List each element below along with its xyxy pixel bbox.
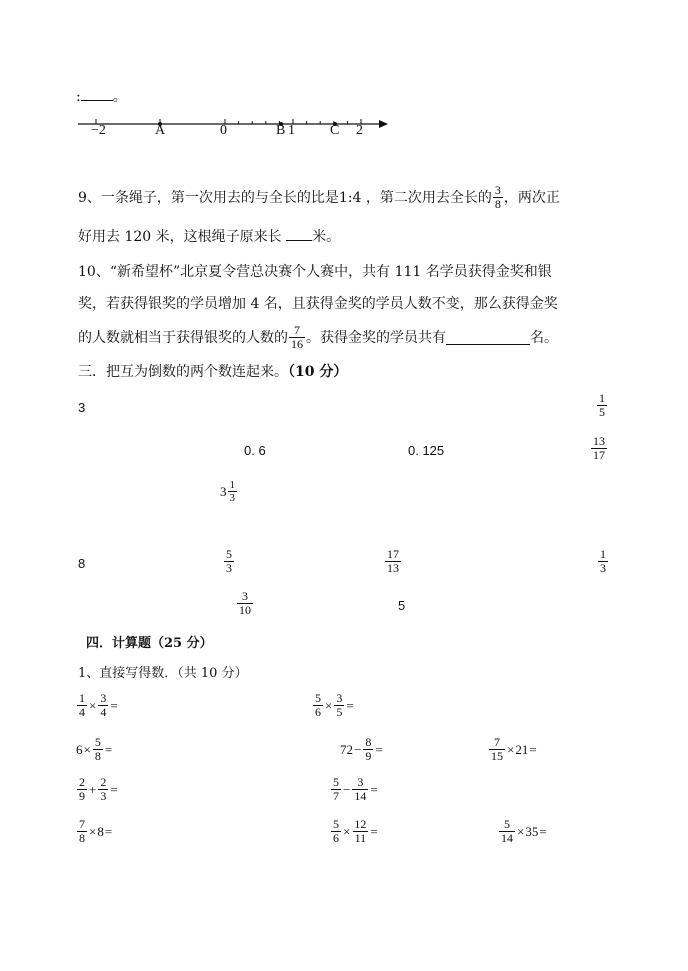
item-8[interactable]: 8 <box>78 556 86 571</box>
item-3[interactable]: 3 <box>78 400 86 415</box>
question-9-line-2: 好用去 120 米，这根绳子原来长 米。 <box>78 226 340 247</box>
number-line-label: B <box>276 123 286 138</box>
item-5-3[interactable]: $\frac{5}{3}$ <box>226 547 232 575</box>
item-1-3[interactable]: $\frac{1}{3}$ <box>600 547 606 575</box>
expression-5: $\frac{7}{15}$ × 21 = <box>491 735 537 763</box>
item-1-5[interactable]: $\frac{1}{5}$ <box>599 391 605 419</box>
expression-1: $\frac{1}{4}$ × $\frac{3}{4}$ = <box>79 691 118 719</box>
fraction: $\frac{3}{8}$ <box>494 183 501 211</box>
question-10-line-2: 奖，若获得银奖的学员增加 4 名，且获得金奖的学员人数不变，那么获得金奖 <box>78 296 558 312</box>
item-13-17[interactable]: $\frac{13}{17}$ <box>593 434 605 462</box>
item-17-13[interactable]: $\frac{17}{13}$ <box>387 547 399 575</box>
section-3-title: 三．把互为倒数的两个数连起来。（10 分） <box>78 364 348 380</box>
answer-blank[interactable] <box>446 330 530 345</box>
item-3-10[interactable]: $\frac{3}{10}$ <box>239 589 251 617</box>
number-line-labels <box>0 123 688 143</box>
section-4-title: 四．计算题（25 分） <box>86 636 213 651</box>
number-line-label: 0 <box>220 123 227 138</box>
expression-8: $\frac{7}{8}$ × 8 = <box>79 817 113 845</box>
answer-blank[interactable] <box>286 226 312 241</box>
number-line-label: C <box>330 123 340 138</box>
fraction: $\frac{7}{16}$ <box>291 323 303 351</box>
item-3-1-3[interactable]: 3 $\frac{1}{3}$ <box>220 479 235 504</box>
expression-10: $\frac{5}{14}$ × 35 = <box>501 817 547 845</box>
number-line-label: 2 <box>356 123 363 138</box>
number-line-label: −2 <box>91 123 106 138</box>
expression-3: 6 × $\frac{5}{8}$ = <box>76 735 113 763</box>
expression-2: $\frac{5}{6}$ × $\frac{3}{5}$ = <box>315 691 354 719</box>
number-line-label: 1 <box>288 123 295 138</box>
item-5[interactable]: 5 <box>398 598 406 613</box>
answer-blank[interactable] <box>81 86 113 101</box>
item-0-6[interactable]: 0. 6 <box>244 443 266 458</box>
expression-6: $\frac{2}{9}$ + $\frac{2}{3}$ = <box>79 775 118 803</box>
expression-4: 72 − $\frac{8}{9}$ = <box>340 735 383 763</box>
number-line-label: A <box>155 123 166 138</box>
section-4-sub-1: 1、直接写得数．（共 10 分） <box>78 666 248 681</box>
top-answer-line: : 。 <box>76 86 127 107</box>
question-10-line-3: 的人数就相当于获得银奖的人数的 $\frac{7}{16}$ 。获得金奖的学员共有 名。 <box>78 323 558 351</box>
item-0-125[interactable]: 0. 125 <box>408 443 445 458</box>
question-10-line-1: 10、“新希望杯”北京夏令营总决赛个人赛中，共有 111 名学员获得金奖和银 <box>78 264 552 280</box>
expression-9: $\frac{5}{6}$ × $\frac{12}{11}$ = <box>333 817 378 845</box>
question-9-line-1: 9、一条绳子，第一次用去的与全长的比是1:4 ，第二次用去全长的 $\frac{3}{8}$ ，两次正 <box>78 183 560 211</box>
expression-7: $\frac{5}{7}$ − $\frac{3}{14}$ = <box>333 775 378 803</box>
